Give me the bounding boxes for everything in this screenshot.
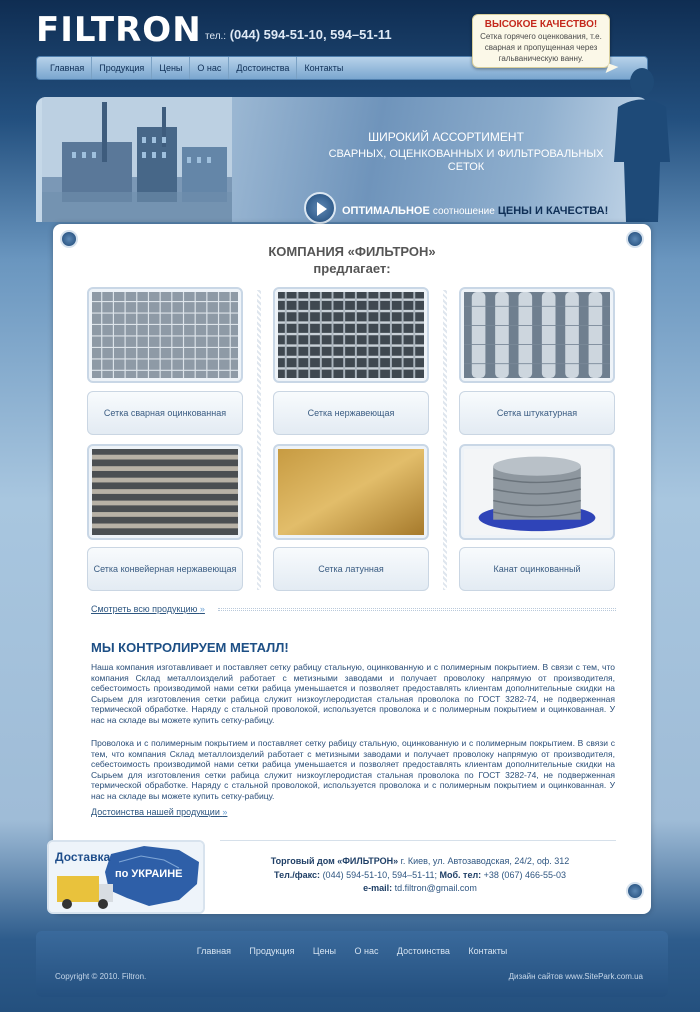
delivery-title: Доставка	[55, 850, 111, 864]
footer-nav-about[interactable]: О нас	[354, 946, 379, 956]
quality-title: ВЫСОКОЕ КАЧЕСТВО!	[484, 19, 598, 30]
phone-prefix: тел.:	[205, 31, 227, 42]
slogan-part1: ОПТИМАЛЬНОЕ	[342, 205, 430, 217]
nav-about[interactable]: О нас	[190, 57, 229, 79]
contact-line-email	[210, 882, 630, 896]
divider	[220, 840, 616, 841]
double-arrow-icon: »	[222, 807, 228, 817]
all-products-link[interactable]	[91, 604, 205, 614]
advantages-label: Достоинства нашей продукции	[91, 807, 220, 817]
slogan-part3: ЦЕНЫ И КАЧЕСТВА!	[497, 205, 609, 217]
product-image-galvanized-rope[interactable]	[459, 444, 615, 540]
footer-nav-contacts[interactable]: Контакты	[468, 946, 508, 956]
banner-line1: ШИРОКИЙ АССОРТИМЕНТ	[368, 130, 524, 144]
company-address: г. Киев, ул. Автозаводская, 24/2, оф. 312	[398, 856, 570, 866]
paragraph-2: Проволока и с полимерным покрытием и поставляет сетку рабицу стальную, оцинкованную и с полимерным покрытием. В связи с тем, что компания Склад металлоизделий работает с метизными заводами и получает проволоку напрямую от производителя, себестоимость производимой нами сетки рабица уменьшается и позволяет предоставлять клиентам дополнительные скидки на Сырьем для изготовления сетки рабица служит низкоуглеродистая стальная проволока по ГОСТ 3282-74, не подверженная термической обработке. Наряду с стальной проволокой, используется проволока и с полимерным покрытием и оцинкованная. У нас на складе вы можете купить сетку-рабицу.	[91, 738, 615, 801]
company-subtitle: предлагает:	[313, 261, 391, 276]
slogan-arrow-icon[interactable]	[304, 192, 336, 224]
product-image-plaster-mesh[interactable]	[459, 287, 615, 383]
design-credit[interactable]	[509, 972, 643, 981]
footer-nav-home[interactable]: Главная	[196, 946, 231, 956]
product-label-galvanized-rope[interactable]: Канат оцинкованный	[459, 547, 615, 591]
quality-bubble	[472, 14, 610, 68]
contact-line-address	[210, 855, 630, 869]
nav-contacts[interactable]: Контакты	[304, 63, 344, 73]
footer-nav-products[interactable]: Продукция	[249, 946, 295, 956]
footer-nav-advantages[interactable]: Достоинства	[396, 946, 450, 956]
factory-illustration	[42, 97, 232, 222]
double-arrow-icon: »	[199, 604, 205, 614]
product-image-welded-mesh[interactable]	[87, 287, 243, 383]
product-image-conveyor-mesh[interactable]	[87, 444, 243, 540]
paragraph-1: Наша компания изготавливает и поставляет сетку рабицу стальную, оцинкованную и с полимерным покрытием. В связи с тем, что компания Склад металлоизделий работает с метизными заводами и получает проволоку напрямую от производителя, себестоимость производимой нами сетки рабица уменьшается и позволяет предоставлять клиентам дополнительные скидки на Сырьем для изготовления сетки рабица служит низкоуглеродистая стальная проволока по ГОСТ 3282-74, не подверженная термической обработке. Наряду с стальной проволокой, используется проволока и с полимерным покрытием и оцинкованная. У нас на складе вы можете купить сетку-рабицу.	[91, 662, 615, 725]
product-label-brass-mesh[interactable]: Сетка латунная	[273, 547, 429, 591]
column-separator	[443, 290, 447, 590]
hero-banner	[36, 97, 648, 222]
nav-advantages[interactable]: Достоинства	[229, 57, 297, 79]
nav-prices[interactable]: Цены	[152, 57, 190, 79]
footer-nav-prices[interactable]: Цены	[312, 946, 337, 956]
product-label-welded-mesh[interactable]: Сетка сварная оцинкованная	[87, 391, 243, 435]
company-name: Торговый дом «ФИЛЬТРОН»	[270, 856, 399, 866]
banner-line2: СВАРНЫХ, ОЦЕНКОВАННЫХ И ФИЛЬТРОВАЛЬНЫХ СЕТОК	[328, 148, 604, 173]
divider	[218, 608, 616, 611]
site-logo[interactable]: FILTRON	[36, 10, 202, 50]
email-link[interactable]: td.filtron@gmail.com	[392, 883, 477, 893]
phone-number: (044) 594-51-10, 594–51-11	[229, 27, 392, 42]
worker-silhouette	[606, 62, 676, 222]
delivery-banner[interactable]	[47, 840, 205, 914]
footer-nav	[36, 941, 668, 959]
mob-label: Моб. тел:	[439, 869, 482, 880]
product-label-stainless-mesh[interactable]: Сетка нержавеющая	[273, 391, 429, 435]
advantages-link[interactable]	[91, 807, 227, 817]
nav-products[interactable]: Продукция	[92, 57, 152, 79]
tel-label: Тел./факс:	[274, 869, 321, 880]
copyright: Copyright © 2010. Filtron.	[55, 972, 147, 981]
product-image-stainless-mesh[interactable]	[273, 287, 429, 383]
contact-line-phones	[210, 869, 630, 883]
product-image-brass-mesh[interactable]	[273, 444, 429, 540]
header-phone	[205, 27, 392, 42]
quality-text: Сетка горячего оценкования, т.е. сварная и пропущенная через гальваническую ванну.	[480, 32, 602, 63]
slogan-part2: соотношение	[432, 206, 495, 217]
product-label-conveyor-mesh[interactable]: Сетка конвейерная нержавеющая	[87, 547, 243, 591]
mob-value: +38 (067) 466-55-03	[481, 869, 566, 880]
product-label-plaster-mesh[interactable]: Сетка штукатурная	[459, 391, 615, 435]
slogan	[342, 205, 608, 217]
all-products-label: Смотреть всю продукцию	[91, 604, 198, 614]
design-label: Дизайн сайтов	[508, 972, 563, 981]
section-heading: МЫ КОНТРОЛИРУЕМ МЕТАЛЛ!	[91, 640, 289, 655]
design-site: www.SitePark.com.ua	[565, 972, 643, 981]
delivery-region: по УКРАИНЕ	[115, 868, 183, 880]
email-label: e-mail:	[363, 883, 393, 893]
contact-block	[210, 855, 630, 896]
nav-home[interactable]: Главная	[43, 57, 92, 79]
company-title: КОМПАНИЯ «ФИЛЬТРОН»	[268, 244, 436, 259]
column-separator	[257, 290, 261, 590]
tel-value: (044) 594-51-10, 594–51-11;	[320, 869, 440, 880]
